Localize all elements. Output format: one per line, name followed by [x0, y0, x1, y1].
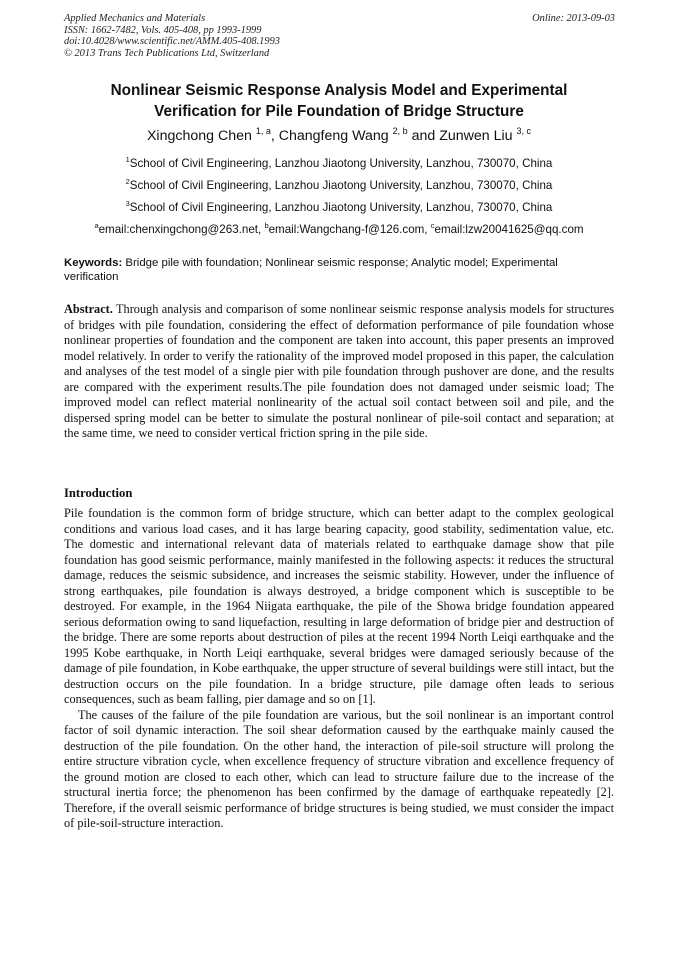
introduction-body: [64, 506, 614, 832]
author-affiliation-mark: 3, c: [516, 126, 532, 136]
abstract: [64, 302, 614, 442]
author-separator: ,: [270, 128, 279, 144]
author-affiliation-mark: 2, b: [392, 126, 408, 136]
keywords-text: Bridge pile with foundation; Nonlinear seismic response; Analytic model; Experimental verification: [64, 257, 558, 283]
paper-title: [64, 80, 614, 122]
keywords-label: Keywords:: [64, 257, 123, 269]
affiliation-text: School of Civil Engineering, Lanzhou Jiaotong University, Lanzhou, 730070, China: [129, 179, 553, 192]
email-link[interactable]: email:Wangchang-f@126.com,: [268, 223, 431, 236]
affiliation-3: [64, 200, 614, 216]
journal-header: [64, 13, 484, 59]
affiliation-text: School of Civil Engineering, Lanzhou Jiaotong University, Lanzhou, 730070, China: [129, 157, 553, 170]
email-mark: a: [94, 221, 99, 230]
affiliation-mark: 3: [125, 199, 130, 208]
keywords: [64, 256, 614, 284]
affiliation-1: [64, 156, 614, 172]
author-separator: and: [407, 128, 440, 144]
affiliation-mark: 1: [125, 155, 130, 164]
author-list: [64, 126, 614, 146]
email-line: [64, 222, 614, 238]
issn-line: ISSN: 1662-7482, Vols. 405-408, pp 1993-1999: [64, 24, 262, 36]
email-mark: b: [264, 221, 269, 230]
intro-paragraph-2: The causes of the failure of the pile foundation are various, but the soil nonlinear is an important control factor of soil dynamic interaction. The soil shear deformation caused by the earthquake mainly caused the destruction of the pile foundation. On the other hand, the interaction of pile-soil structure will prolong the entire structure vibration cycle, when excellence frequency of structure vibration and excellence frequency of the ground motion are closed to each other, which can lead to structure failure due to the increase of the structural inertia force; the phenomenon has been confirmed by the damage of earthquake repeatedly [2]. Therefore, if the overall seismic performance of bridge structures is being studied, we must consider the impact of pile-soil-structure interaction.: [64, 707, 614, 830]
section-heading-introduction: Introduction: [64, 486, 133, 500]
author-name: Changfeng Wang: [278, 128, 389, 144]
title-line-2: Verification for Pile Foundation of Bridge Structure: [154, 103, 524, 120]
email-mark: c: [430, 221, 435, 230]
author-affiliation-mark: 1, a: [255, 126, 271, 136]
online-date: Online: 2013-09-03: [532, 13, 615, 24]
author-name: Zunwen Liu: [439, 128, 513, 144]
doi-line: doi:10.4028/www.scientific.net/AMM.405-408.1993: [64, 36, 280, 48]
abstract-text: Through analysis and comparison of some nonlinear seismic response analysis models for structures of bridges with pile foundation, considering the effect of deformation performance of pile foundation whose nonlinear properties of foundation and the component are taken into account, this paper presents an improved model relatively. In order to verify the rationality of the improved model proposed in this paper, the calculation and analyses of the test model of a single pier with pile foundation through pushover are done, and the results are compared with the experiment results.The pile foundation does not damaged under seismic load; The improved model can reflect material nonlinearity of the actual soil contact between soil and pile, and the dispersed spring model can be better to simulate the postural nonlinear of pile-soil contact and separation; at the same time, we need to consider vertical friction spring in the pile side.: [64, 302, 614, 440]
affiliation-text: School of Civil Engineering, Lanzhou Jiaotong University, Lanzhou, 730070, China: [129, 201, 553, 214]
affiliation-2: [64, 178, 614, 194]
affiliation-mark: 2: [125, 177, 130, 186]
journal-name: Applied Mechanics and Materials: [64, 13, 206, 24]
abstract-label: Abstract.: [64, 302, 113, 316]
copyright-line: © 2013 Trans Tech Publications Ltd, Switzerland: [64, 47, 270, 59]
intro-paragraph-1: Pile foundation is the common form of bridge structure, which can better adapt to the complex geological conditions and various load cases, and it has large bearing capacity, good stability, sedimentation value, etc. The domestic and international relevant data of materials related to earthquake damage show that pile foundation has good seismic performance, mainly manifested in the following aspects: it reduces the structural damage, reduces the seismic subsidence, and increases the seismic stability. However, under the influence of strong earthquakes, pile foundation is always destroyed, a bridge component which is susceptible to be destroyed. For example, in the 1964 Niigata earthquake, the pile of the Showa bridge foundation appeared serious deformation owing to sand liquefaction, resulting in large deformation of bridge pier and destruction of the bridge. There are some reports about destruction of piles at the recent 1994 North Leiqi earthquake and the 1995 Kobe earthquake, in North Leiqi earthquake, several bridges were damaged seriously because of the damage of pile foundation, in Kobe earthquake, the upper structure of several buildings were still intact, but the destruction occurs on the pile foundation. In a bridge structure, pile damage often leads to serious consequences, such as beam falling, pier damage and so on [1].: [64, 506, 614, 706]
email-link[interactable]: email:lzw20041625@qq.com: [434, 223, 584, 236]
email-link[interactable]: email:chenxingchong@263.net,: [98, 223, 265, 236]
title-line-1: Nonlinear Seismic Response Analysis Model and Experimental: [110, 82, 568, 99]
author-name: Xingchong Chen: [146, 128, 252, 144]
